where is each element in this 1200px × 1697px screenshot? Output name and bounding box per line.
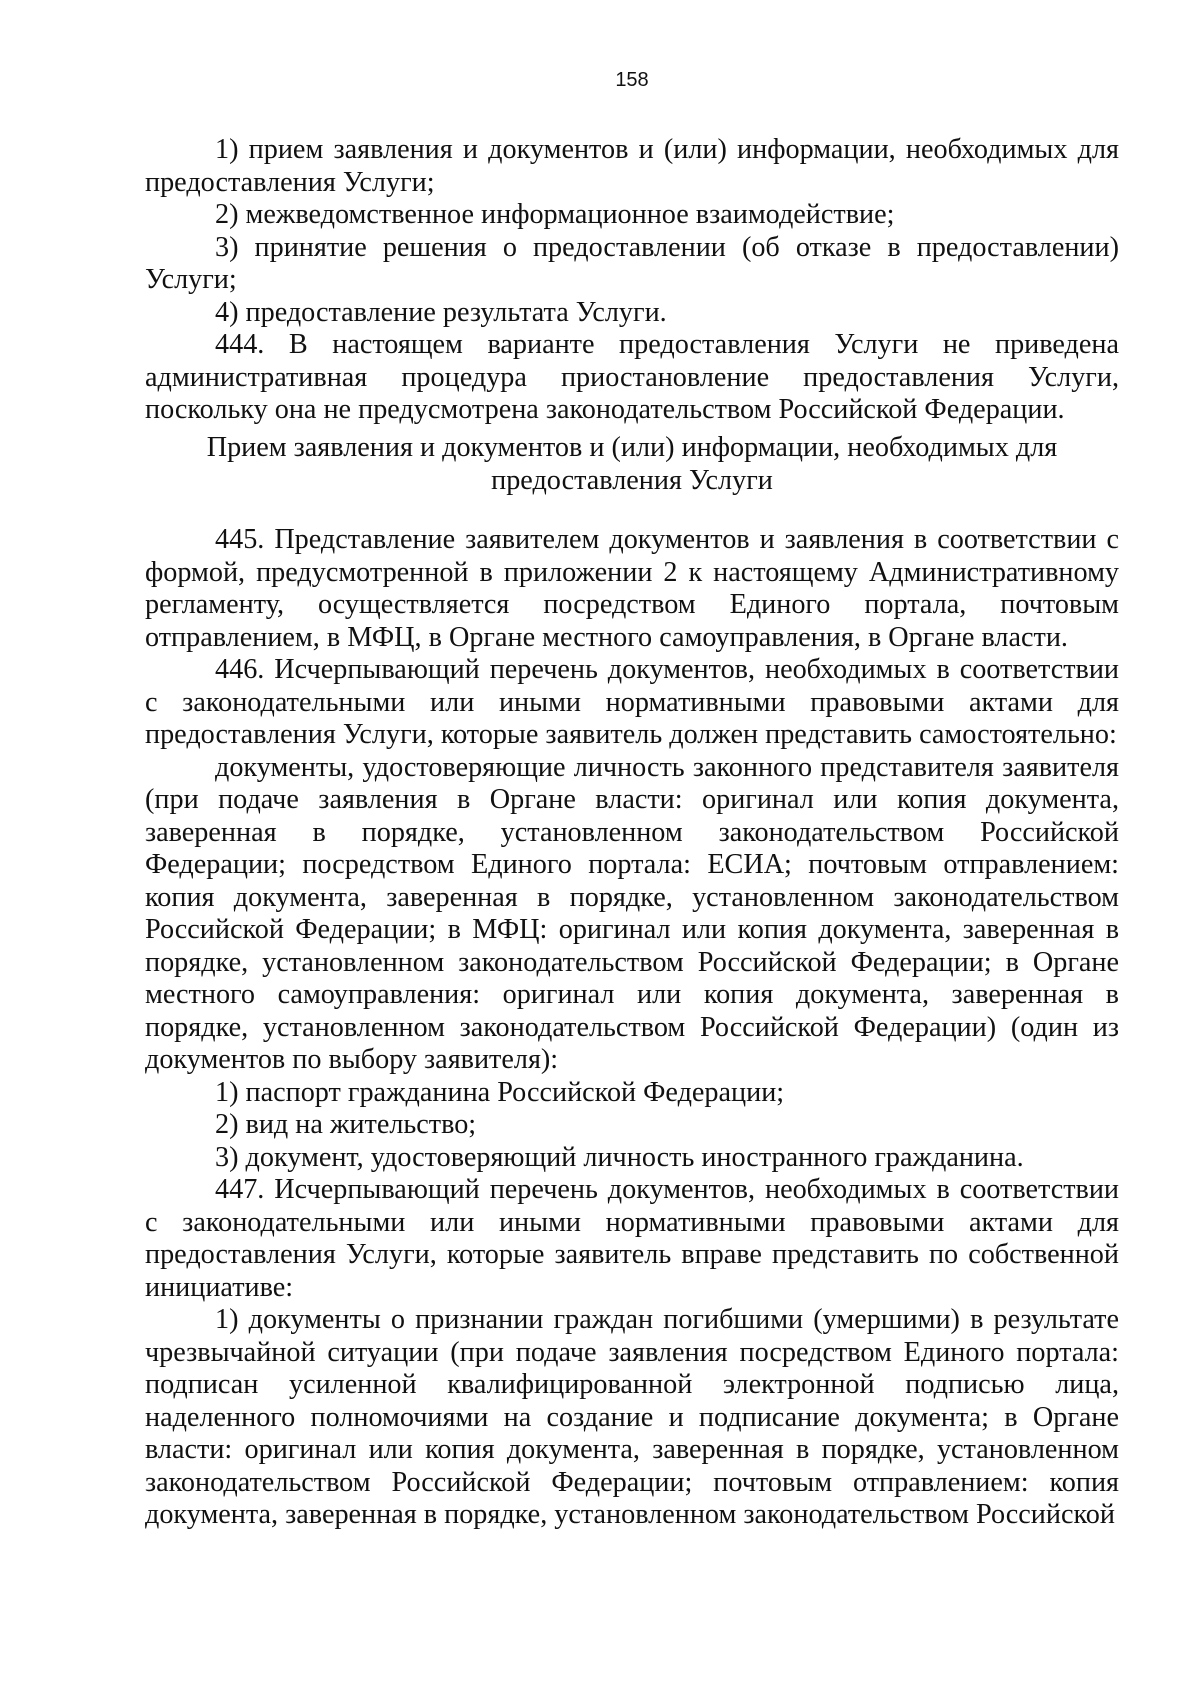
list-item-residence-permit: 2) вид на жительство; bbox=[215, 1109, 477, 1140]
document-page bbox=[145, 0, 1119, 1697]
paragraph-445: 445. Представление заявителем документов и заявления в соответствии с формой, предусмотренной в приложении 2 к настоящему Административному регламенту, осуществляется посредством Единого портала, почтовым отправлением, в МФЦ, в Органе местного самоуправления, в Органе власти. bbox=[145, 524, 1119, 653]
list-item-passport: 1) паспорт гражданина Российской Федерации; bbox=[215, 1076, 785, 1108]
paragraph-446: 446. Исчерпывающий перечень документов, необходимых в соответствии с законодательными или иными нормативными правовыми актами для предоставления Услуги, которые заявитель должен представить самостоятельно: bbox=[145, 654, 1119, 750]
section-heading-line-1: Прием заявления и документов и (или) информации, необходимых для bbox=[206, 432, 1058, 463]
procedure-item-3: 3) принятие решения о предоставлении (об отказе в предоставлении) Услуги; bbox=[145, 231, 1119, 295]
list-item-foreign-id: 3) документ, удостоверяющий личность иностранного гражданина. bbox=[215, 1141, 1024, 1173]
main-section bbox=[145, 524, 1119, 1532]
paragraph-444: 444. В настоящем варианте предоставления Услуги не приведена административная процедура приостановление предоставления Услуги, поскольку она не предусмотрена законодательством Российской Федерации. bbox=[145, 329, 1119, 425]
procedure-item-1: 1) прием заявления и документов и (или) информации, необходимых для предоставления Услуги; bbox=[145, 134, 1119, 198]
paragraph-identity-documents: документы, удостоверяющие личность законного представителя заявителя (при подаче заявления в Органе власти: оригинал или копия документа, заверенная в порядке, установленном законодательством Российской Федерации; посредством Единого портала: ЕСИА; почтовым отправлением: копия документа, заверенная в порядке, установленном законодательством Российской Федерации; в МФЦ: оригинал или копия документа, заверенная в порядке, установленном законодательством Российской Федерации; в Органе местного самоуправления: оригинал или копия документа, заверенная в порядке, установленном законодательством Российской Федерации) (один из документов по выбору заявителя): bbox=[145, 751, 1119, 1075]
procedure-item-2: 2) межведомственное информационное взаимодействие; bbox=[215, 199, 895, 230]
paragraph-447: 447. Исчерпывающий перечень документов, необходимых в соответствии с законодательными или иными нормативными правовыми актами для предоставления Услуги, которые заявитель вправе представить по собственной инициативе: bbox=[145, 1174, 1119, 1303]
procedure-item-4: 4) предоставление результата Услуги. bbox=[215, 296, 667, 328]
page-number: 158 bbox=[615, 69, 649, 91]
section-heading-line-2: предоставления Услуги bbox=[491, 464, 773, 496]
top-section bbox=[145, 134, 1119, 427]
section-heading bbox=[145, 432, 1119, 497]
list-item-death-recognition: 1) документы о признании граждан погибшими (умершими) в результате чрезвычайной ситуации (при подаче заявления посредством Единого портала: подписан усиленной квалифицированной электронной подписью лица, наделенного полномочиями на создание и подписание документа; в Органе власти: оригинал или копия документа, заверенная в порядке, установленном законодательством Российской Федерации; почтовым отправлением: копия документа, заверенная в порядке, установленном законодательством Российской bbox=[145, 1304, 1119, 1530]
